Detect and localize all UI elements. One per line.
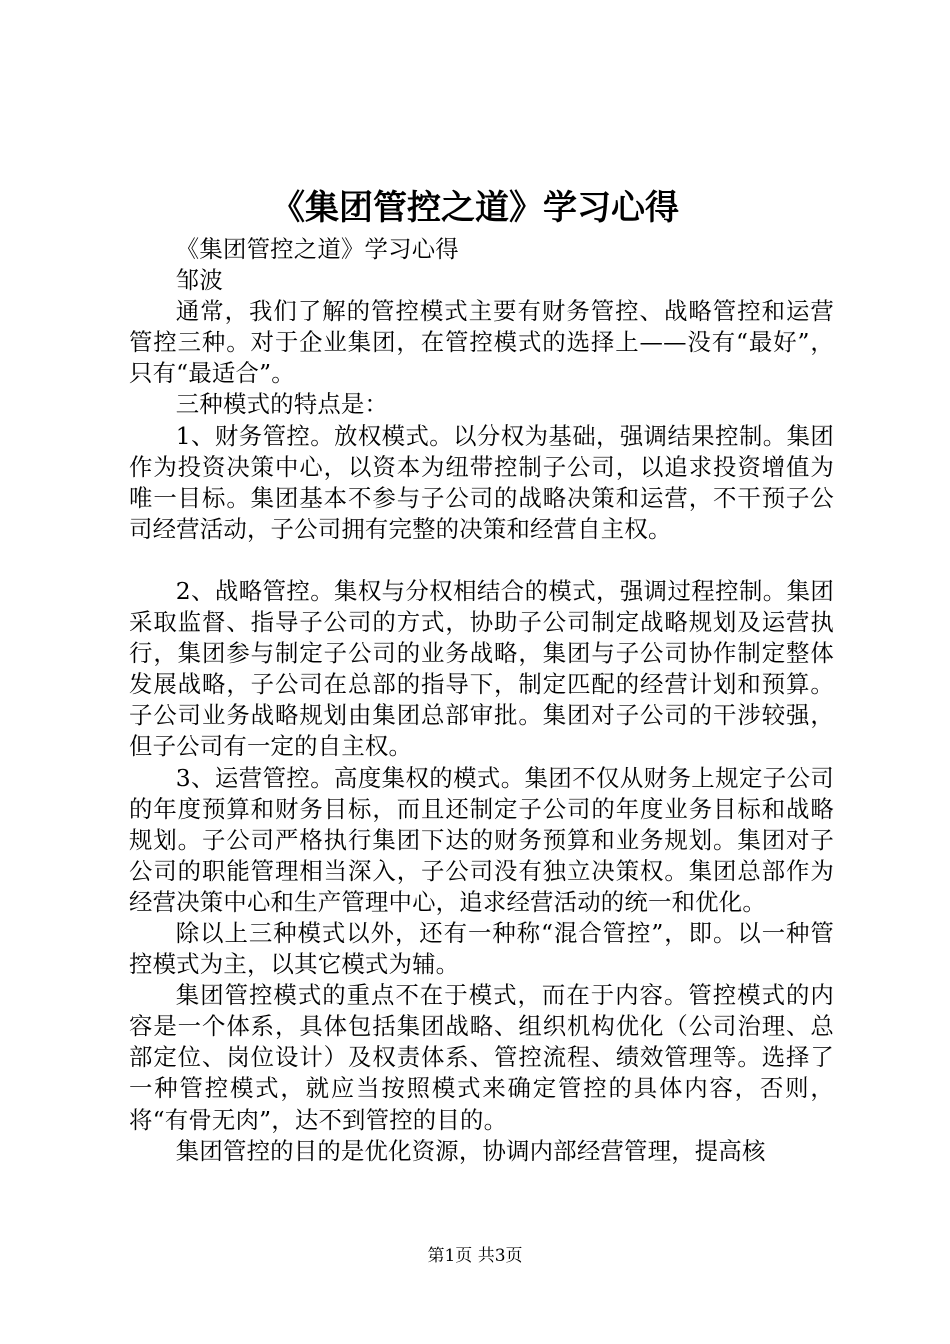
document-body (129, 234, 834, 1167)
paragraph-financial-control: 1、财务管控。放权模式。以分权为基础，强调结果控制。集团作为投资决策中心，以资本为纽带控制子公司，以追求投资增值为唯一目标。集团基本不参与子公司的战略决策和运营，不干预子公司经营活动，子公司拥有完整的决策和经营自主权。 (129, 421, 834, 543)
paragraph-control-content: 集团管控模式的重点不在于模式，而在于内容。管控模式的内容是一个体系，具体包括集团战略、组织机构优化（公司治理、总部定位、岗位设计）及权责体系、管控流程、绩效管理等。选择了一种管控模式，就应当按照模式来确定管控的具体内容，否则，将“有骨无肉”，达不到管控的目的。 (129, 981, 834, 1134)
paragraph-mixed-control: 除以上三种模式以外，还有一种称“混合管控”，即。以一种管控模式为主，以其它模式为辅。 (129, 918, 834, 979)
paragraph-operational-control: 3、运营管控。高度集权的模式。集团不仅从财务上规定子公司的年度预算和财务目标，而且还制定子公司的年度业务目标和战略规划。子公司严格执行集团下达的财务预算和业务规划。集团对子公司的职能管理相当深入，子公司没有独立决策权。集团总部作为经营决策中心和生产管理中心，追求经营活动的统一和优化。 (129, 763, 834, 916)
paragraph-gap (129, 545, 834, 576)
paragraph-features-heading: 三种模式的特点是： (175, 390, 389, 419)
author-line: 邹波 (175, 266, 223, 295)
paragraph-intro: 通常，我们了解的管控模式主要有财务管控、战略管控和运营管控三种。对于企业集团，在管控模式的选择上——没有“最好”，只有“最适合”。 (129, 297, 834, 388)
paragraph-control-purpose: 集团管控的目的是优化资源，协调内部经营管理，提高核 (175, 1136, 766, 1165)
document-title: 《集团管控之道》学习心得 (271, 188, 679, 228)
paragraph-strategic-control: 2、战略管控。集权与分权相结合的模式，强调过程控制。集团采取监督、指导子公司的方式，协助子公司制定战略规划及运营执行，集团参与制定子公司的业务战略，集团与子公司协作制定整体发展战略，子公司在总部的指导下，制定匹配的经营计划和预算。子公司业务战略规划由集团总部审批。集团对子公司的干涉较强，但子公司有一定的自主权。 (129, 576, 834, 761)
subtitle-line: 《集团管控之道》学习心得 (175, 235, 459, 263)
page-footer: 第1页 共3页 (427, 1246, 523, 1266)
